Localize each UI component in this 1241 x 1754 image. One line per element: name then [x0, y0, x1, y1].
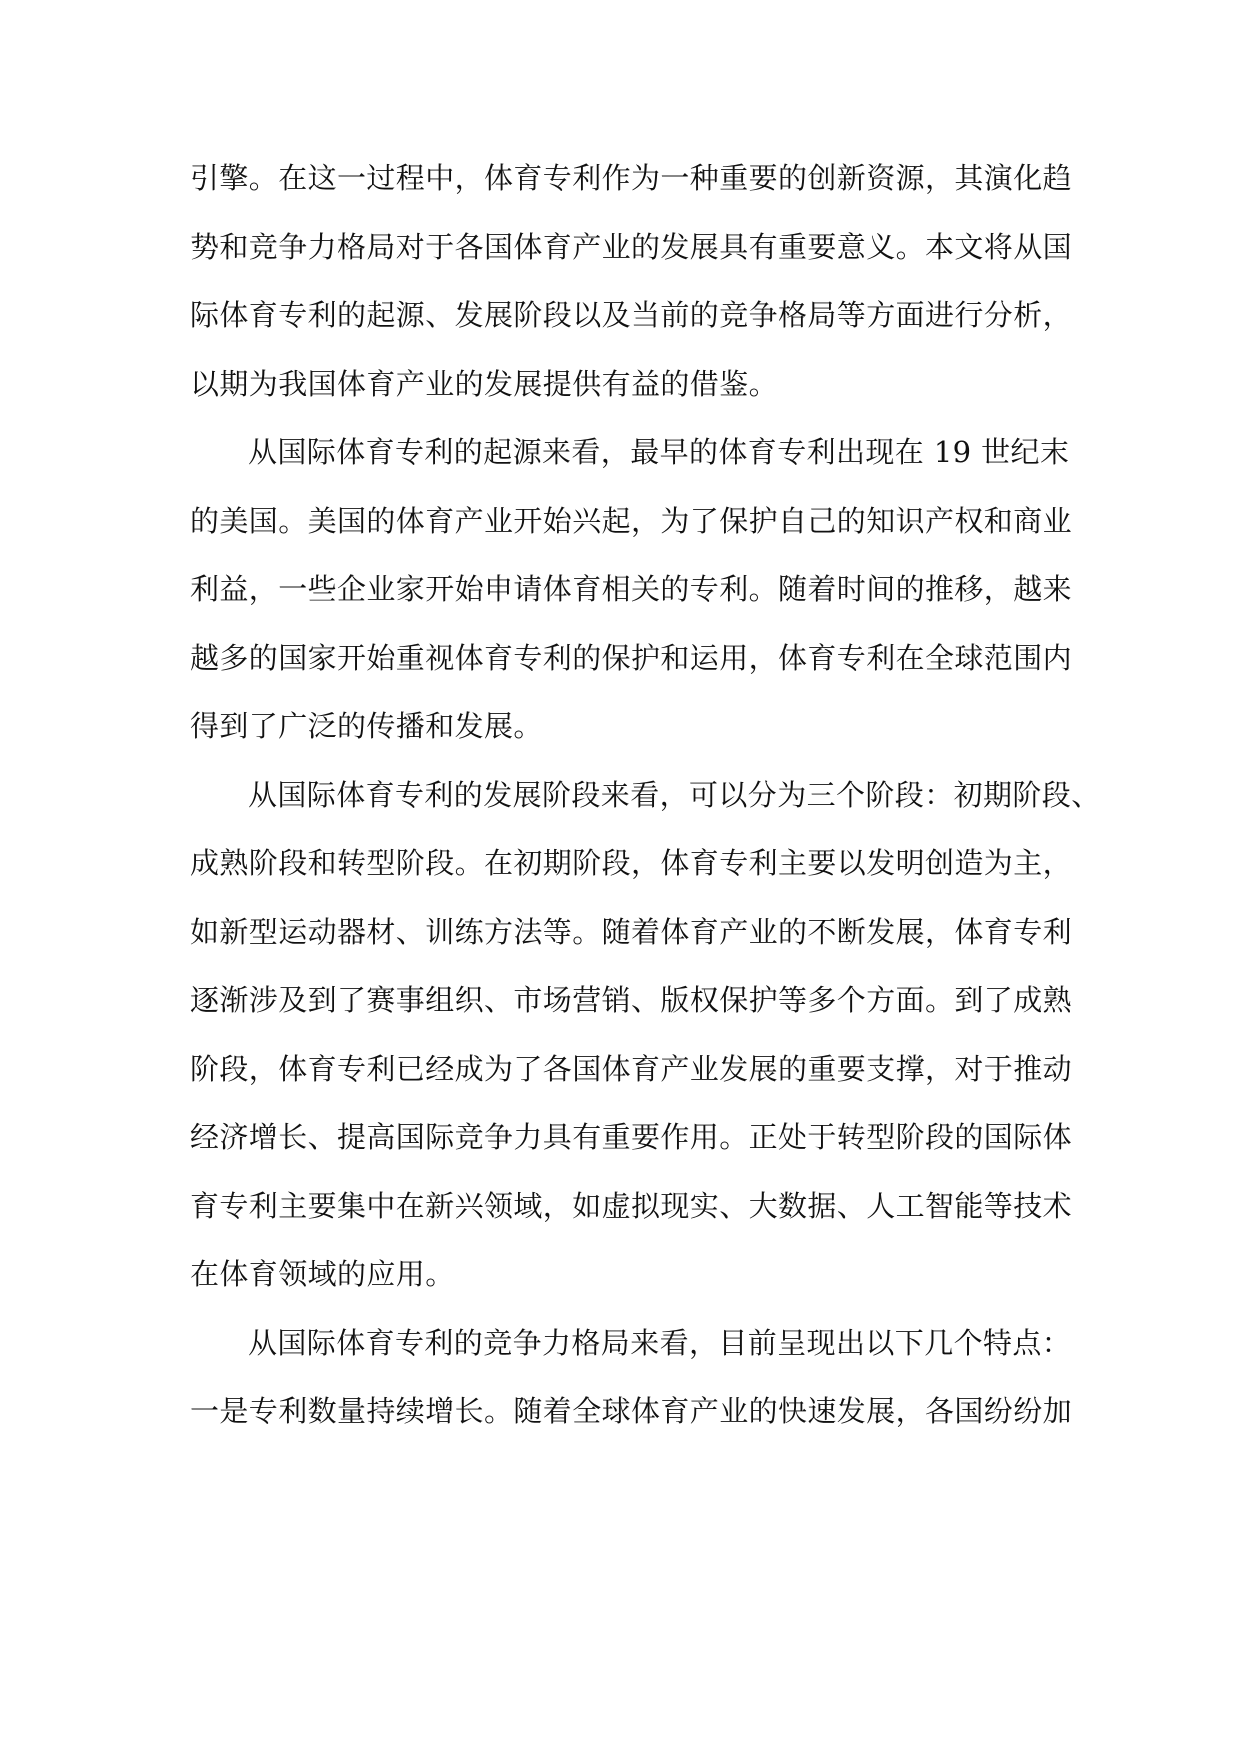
text-line: 的美国。美国的体育产业开始兴起，为了保护自己的知识产权和商业: [190, 503, 1073, 538]
paragraph-1: [190, 144, 1073, 418]
text-line: 越多的国家开始重视体育专利的保护和运用，体育专利在全球范围内: [190, 640, 1073, 675]
text-line: 从国际体育专利的竞争力格局来看，目前呈现出以下几个特点：: [248, 1325, 1072, 1360]
text-line: 成熟阶段和转型阶段。在初期阶段，体育专利主要以发明创造为主，: [190, 846, 1073, 880]
text-line: 逐渐涉及到了赛事组织、市场营销、版权保护等多个方面。到了成熟: [190, 983, 1073, 1017]
text-line: 引擎。在这一过程中，体育专利作为一种重要的创新资源，其演化趋: [190, 161, 1073, 195]
text-line: 从国际体育专利的起源来看，最早的体育专利出现在 19 世纪末: [248, 435, 1070, 469]
text-line: 阶段，体育专利已经成为了各国体育产业发展的重要支撑，对于推动: [190, 1051, 1073, 1086]
text-line: 一是专利数量持续增长。随着全球体育产业的快速发展，各国纷纷加: [190, 1394, 1073, 1428]
paragraph-3: [190, 761, 1101, 1309]
text-line: 势和竞争力格局对于各国体育产业的发展具有重要意义。本文将从国: [190, 229, 1073, 264]
text-line: 际体育专利的起源、发展阶段以及当前的竞争格局等方面进行分析，: [190, 298, 1073, 332]
text-line: 经济增长、提高国际竞争力具有重要作用。正处于转型阶段的国际体: [190, 1120, 1073, 1154]
text-line: 如新型运动器材、训练方法等。随着体育产业的不断发展，体育专利: [190, 914, 1073, 949]
text-line: 利益，一些企业家开始申请体育相关的专利。随着时间的推移，越来: [190, 572, 1073, 606]
text-line: 在体育领域的应用。: [190, 1257, 455, 1291]
text-line: 得到了广泛的传播和发展。: [190, 709, 543, 743]
paragraph-4: [190, 1309, 1073, 1446]
text-line: 从国际体育专利的发展阶段来看，可以分为三个阶段：初期阶段、: [248, 777, 1101, 812]
text-line: 以期为我国体育产业的发展提供有益的借鉴。: [190, 366, 779, 401]
paragraph-2: [190, 418, 1073, 761]
document-body: [190, 144, 1101, 1446]
text-line: 育专利主要集中在新兴领域，如虚拟现实、大数据、人工智能等技术: [190, 1188, 1073, 1223]
